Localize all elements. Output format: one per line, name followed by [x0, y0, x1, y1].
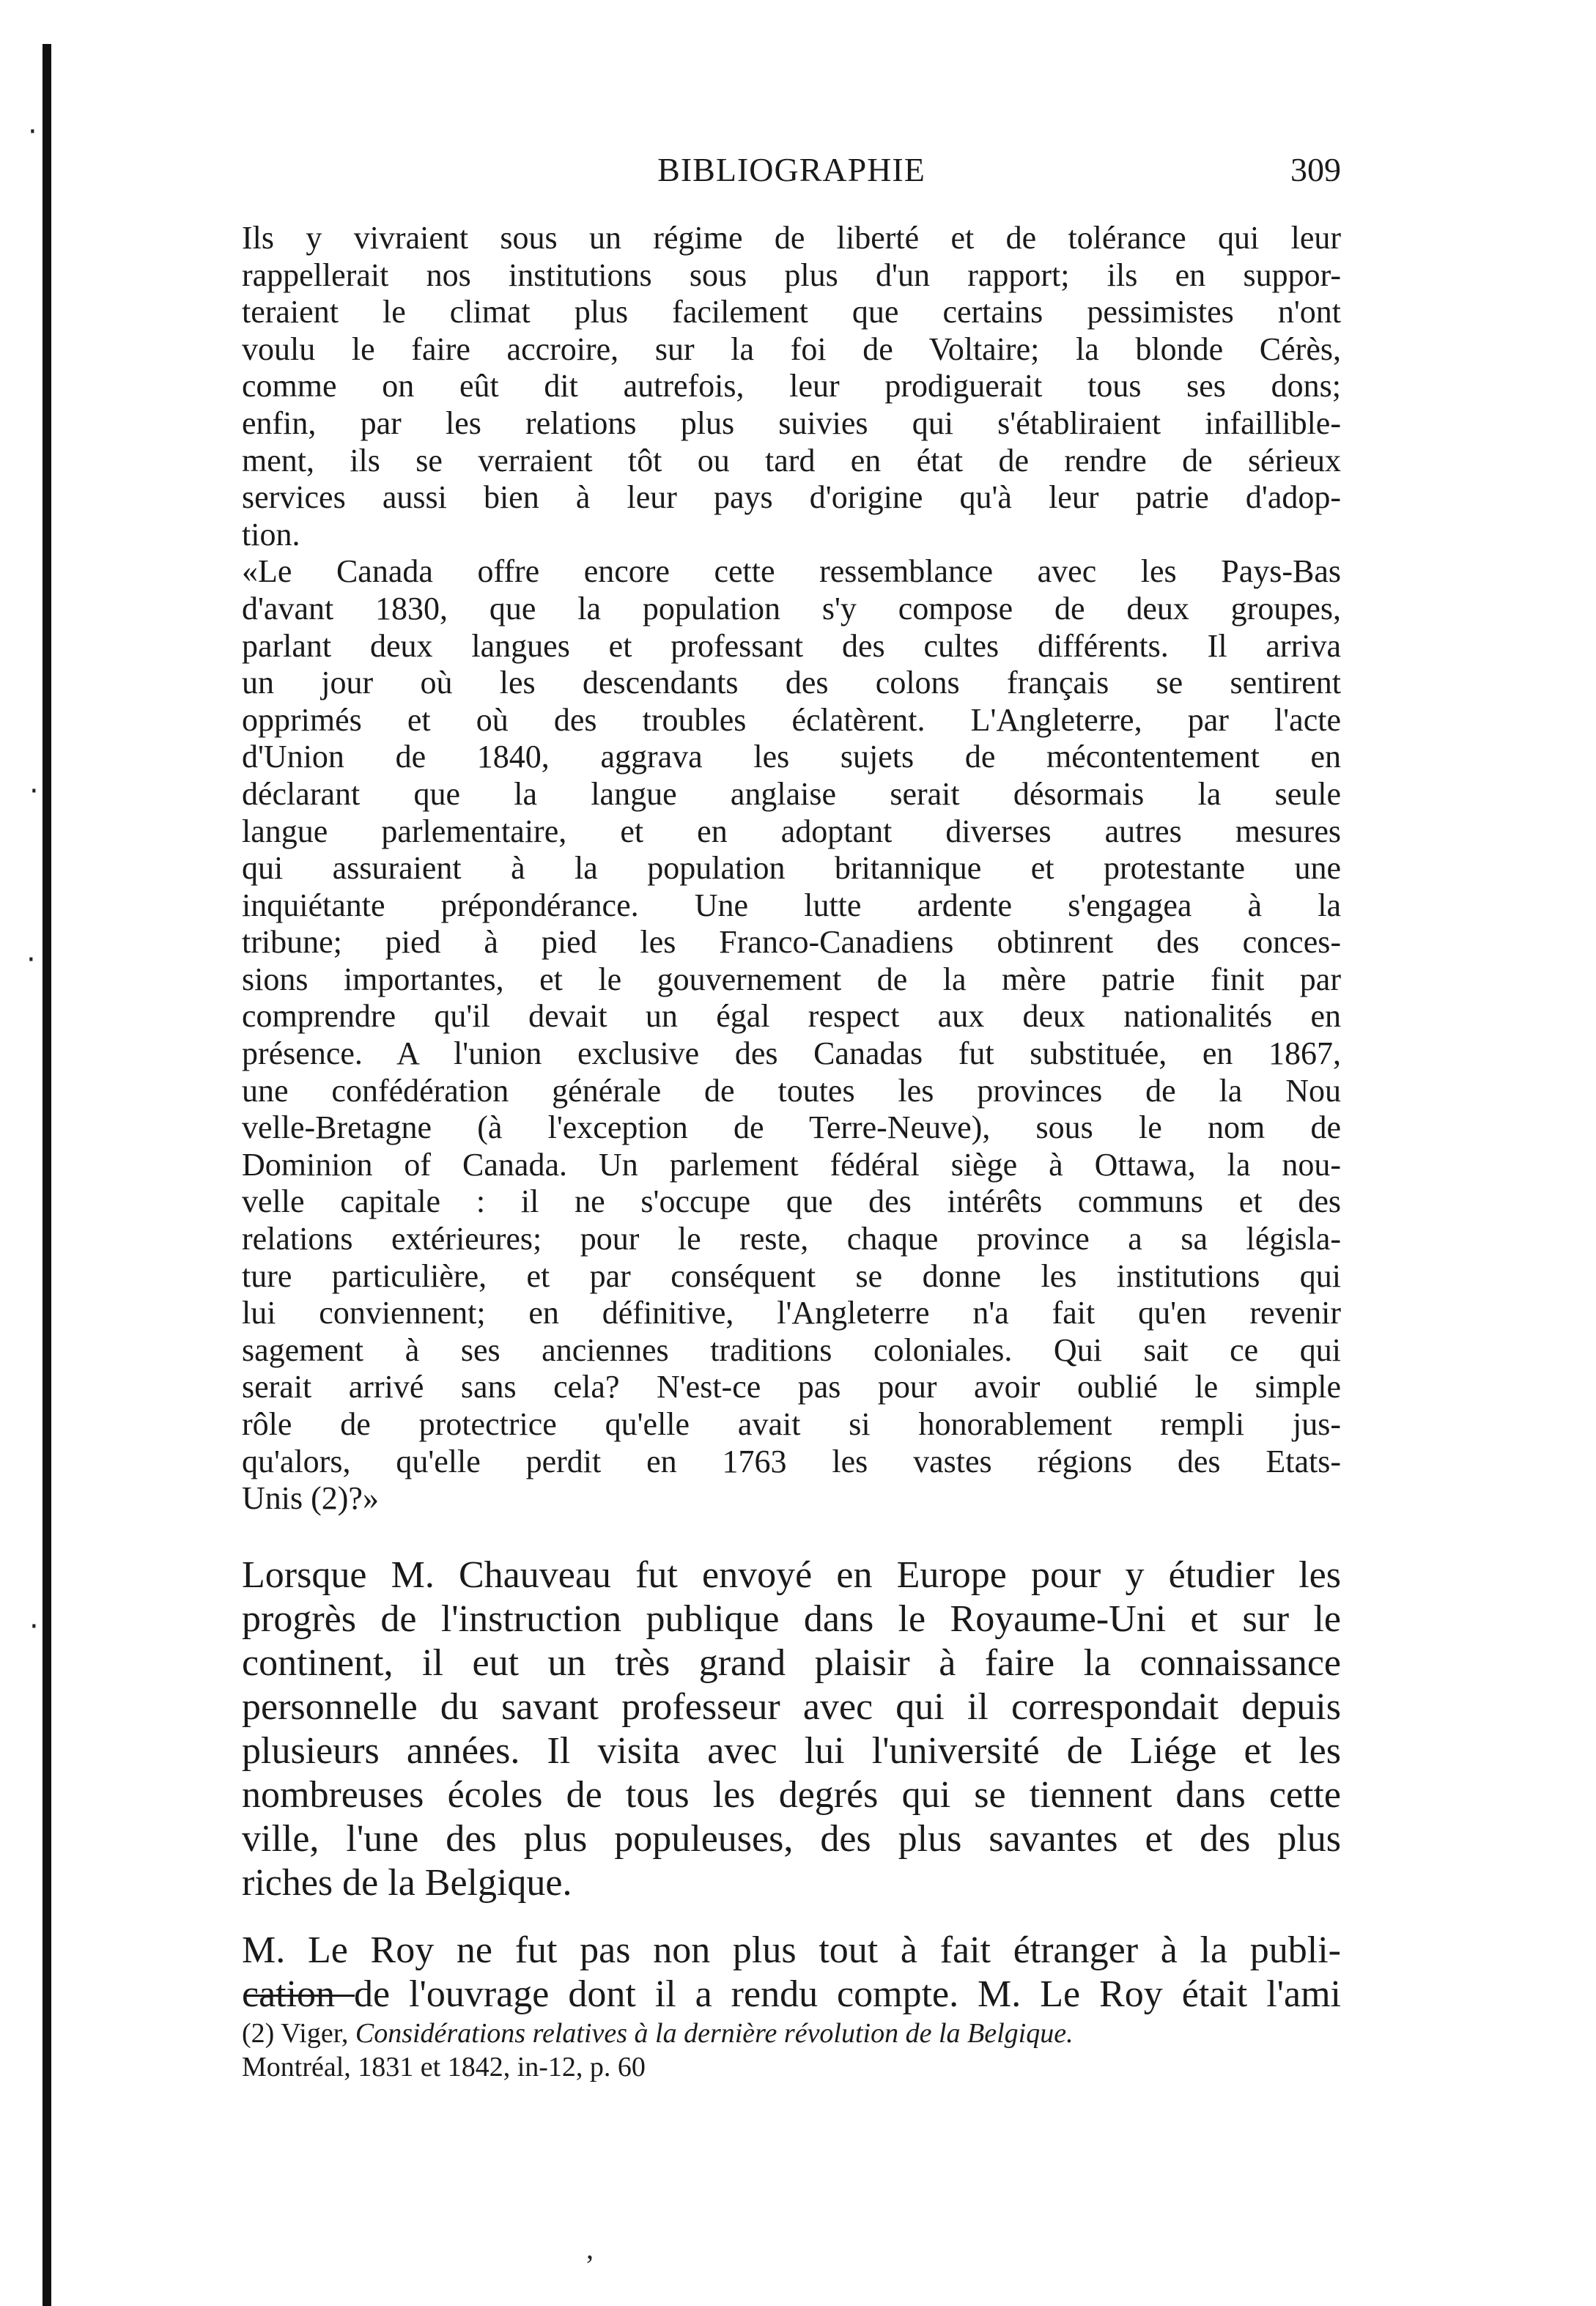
- paragraph: [242, 1929, 1341, 2017]
- text-line: riches de la Belgique.: [242, 1862, 572, 1904]
- binding-mark: ·: [26, 943, 36, 977]
- text-line: teraient le climat plus facilement que certains pessimistes n'ont: [242, 294, 1341, 330]
- text-line: enfin, par les relations plus suivies qui s'établiraient infaillible-: [242, 404, 1341, 441]
- text-line: M. Le Roy ne fut pas non plus tout à fait étranger à la publi-: [242, 1929, 1341, 1971]
- text-line: un jour où les descendants des colons français se sentirent: [242, 665, 1341, 701]
- binding-mark: ·: [29, 1610, 39, 1644]
- text-line: ville, l'une des plus populeuses, des plus savantes et des plus: [242, 1818, 1341, 1860]
- text-line: tion.: [242, 516, 300, 553]
- binding-mark: ·: [29, 775, 39, 808]
- footnote: [242, 2017, 1341, 2084]
- text-line: langue parlementaire, et en adoptant diverses autres mesures: [242, 813, 1341, 849]
- text-line: sagement à ses anciennes traditions coloniales. Qui sait ce qui: [242, 1331, 1341, 1368]
- text-line: velle-Bretagne (à l'exception de Terre-Neuve), sous le nom de: [242, 1109, 1341, 1146]
- text-line: qui assuraient à la population britannique et protestante une: [242, 850, 1341, 887]
- text-line: lui conviennent; en définitive, l'Angleterre n'a fait qu'en revenir: [242, 1295, 1341, 1331]
- text-line: une confédération générale de toutes les provinces de la Nou: [242, 1072, 1341, 1109]
- text-line: rappellerait nos institutions sous plus d'un rapport; ils en suppor-: [242, 256, 1341, 293]
- binding-mark: ·: [28, 115, 37, 149]
- text-line: déclarant que la langue anglaise serait désormais la seule: [242, 775, 1341, 812]
- page-number: 309: [1290, 151, 1341, 188]
- quoted-passage: [242, 220, 1341, 1518]
- text-line: rôle de protectrice qu'elle avait si honorablement rempli jus-: [242, 1406, 1341, 1442]
- text-line: inquiétante prépondérance. Une lutte ardente s'engagea à la: [242, 887, 1341, 923]
- text-line: présence. A l'union exclusive des Canadas fut substituée, en 1867,: [242, 1035, 1341, 1072]
- footnote-rule: [245, 1995, 355, 1997]
- text-line: Lorsque M. Chauveau fut envoyé en Europe pour y étudier les: [242, 1554, 1341, 1596]
- text-line: sions importantes, et le gouvernement de la mère patrie finit par: [242, 961, 1341, 997]
- text-line: nombreuses écoles de tous les degrés qui se tiennent dans cette: [242, 1774, 1341, 1816]
- text-line: ment, ils se verraient tôt ou tard en état de rendre de sérieux: [242, 442, 1341, 478]
- footnote-line: [242, 2017, 1341, 2050]
- text-line: relations extérieures; pour le reste, chaque province a sa législa-: [242, 1221, 1341, 1257]
- text-line: voulu le faire accroire, sur la foi de Voltaire; la blonde Cérès,: [242, 330, 1341, 367]
- text-line: serait arrivé sans cela? N'est-ce pas pour avoir oublié le simple: [242, 1369, 1341, 1405]
- text-line: progrès de l'instruction publique dans le Royaume-Uni et sur le: [242, 1598, 1341, 1640]
- page-header: [242, 150, 1341, 202]
- text-line: Dominion of Canada. Un parlement fédéral siège à Ottawa, la nou-: [242, 1146, 1341, 1183]
- footnote-title: Considérations relatives à la dernière révolution de la Belgique.: [355, 2018, 1074, 2049]
- text-line: velle capitale : il ne s'occupe que des intérêts communs et des: [242, 1183, 1341, 1220]
- text-line: qu'alors, qu'elle perdit en 1763 les vastes régions des Etats-: [242, 1443, 1341, 1479]
- text-line: d'Union de 1840, aggrava les sujets de mécontentement en: [242, 739, 1341, 775]
- text-line: personnelle du savant professeur avec qui il correspondait depuis: [242, 1686, 1341, 1728]
- page-mark: ,: [586, 2232, 594, 2265]
- body-text: [242, 1553, 1341, 2017]
- footnote-line: Montréal, 1831 et 1842, in-12, p. 60: [242, 2052, 646, 2083]
- text-line: tribune; pied à pied les Franco-Canadiens obtinrent des conces-: [242, 924, 1341, 961]
- text-line: ture particulière, et par conséquent se donne les institutions qui: [242, 1257, 1341, 1294]
- text-line: services aussi bien à leur pays d'origine qu'à leur patrie d'adop-: [242, 479, 1341, 516]
- footnote-marker: (2) Viger,: [242, 2018, 355, 2049]
- text-line: Unis (2)?»: [242, 1480, 379, 1517]
- text-line: d'avant 1830, que la population s'y compose de deux groupes,: [242, 590, 1341, 627]
- text-line: opprimés et où des troubles éclatèrent. L'Angleterre, par l'acte: [242, 701, 1341, 738]
- paragraph: [242, 1553, 1341, 1905]
- paragraph-gap: [242, 1905, 1341, 1929]
- text-line: cation de l'ouvrage dont il a rendu compte. M. Le Roy était l'ami: [242, 1973, 1341, 2015]
- binding-edge: [43, 44, 51, 2306]
- text-line: comme on eût dit autrefois, leur prodiguerait tous ses dons;: [242, 368, 1341, 404]
- running-title: BIBLIOGRAPHIE: [657, 151, 926, 188]
- text-line: continent, il eut un très grand plaisir à faire la connaissance: [242, 1642, 1341, 1684]
- text-line: parlant deux langues et professant des cultes différents. Il arriva: [242, 627, 1341, 664]
- text-line: plusieurs années. Il visita avec lui l'université de Liége et les: [242, 1730, 1341, 1772]
- text-line: «Le Canada offre encore cette ressemblance avec les Pays-Bas: [242, 553, 1341, 590]
- text-line: Ils y vivraient sous un régime de liberté et de tolérance qui leur: [242, 220, 1341, 256]
- text-line: comprendre qu'il devait un égal respect aux deux nationalités en: [242, 998, 1341, 1035]
